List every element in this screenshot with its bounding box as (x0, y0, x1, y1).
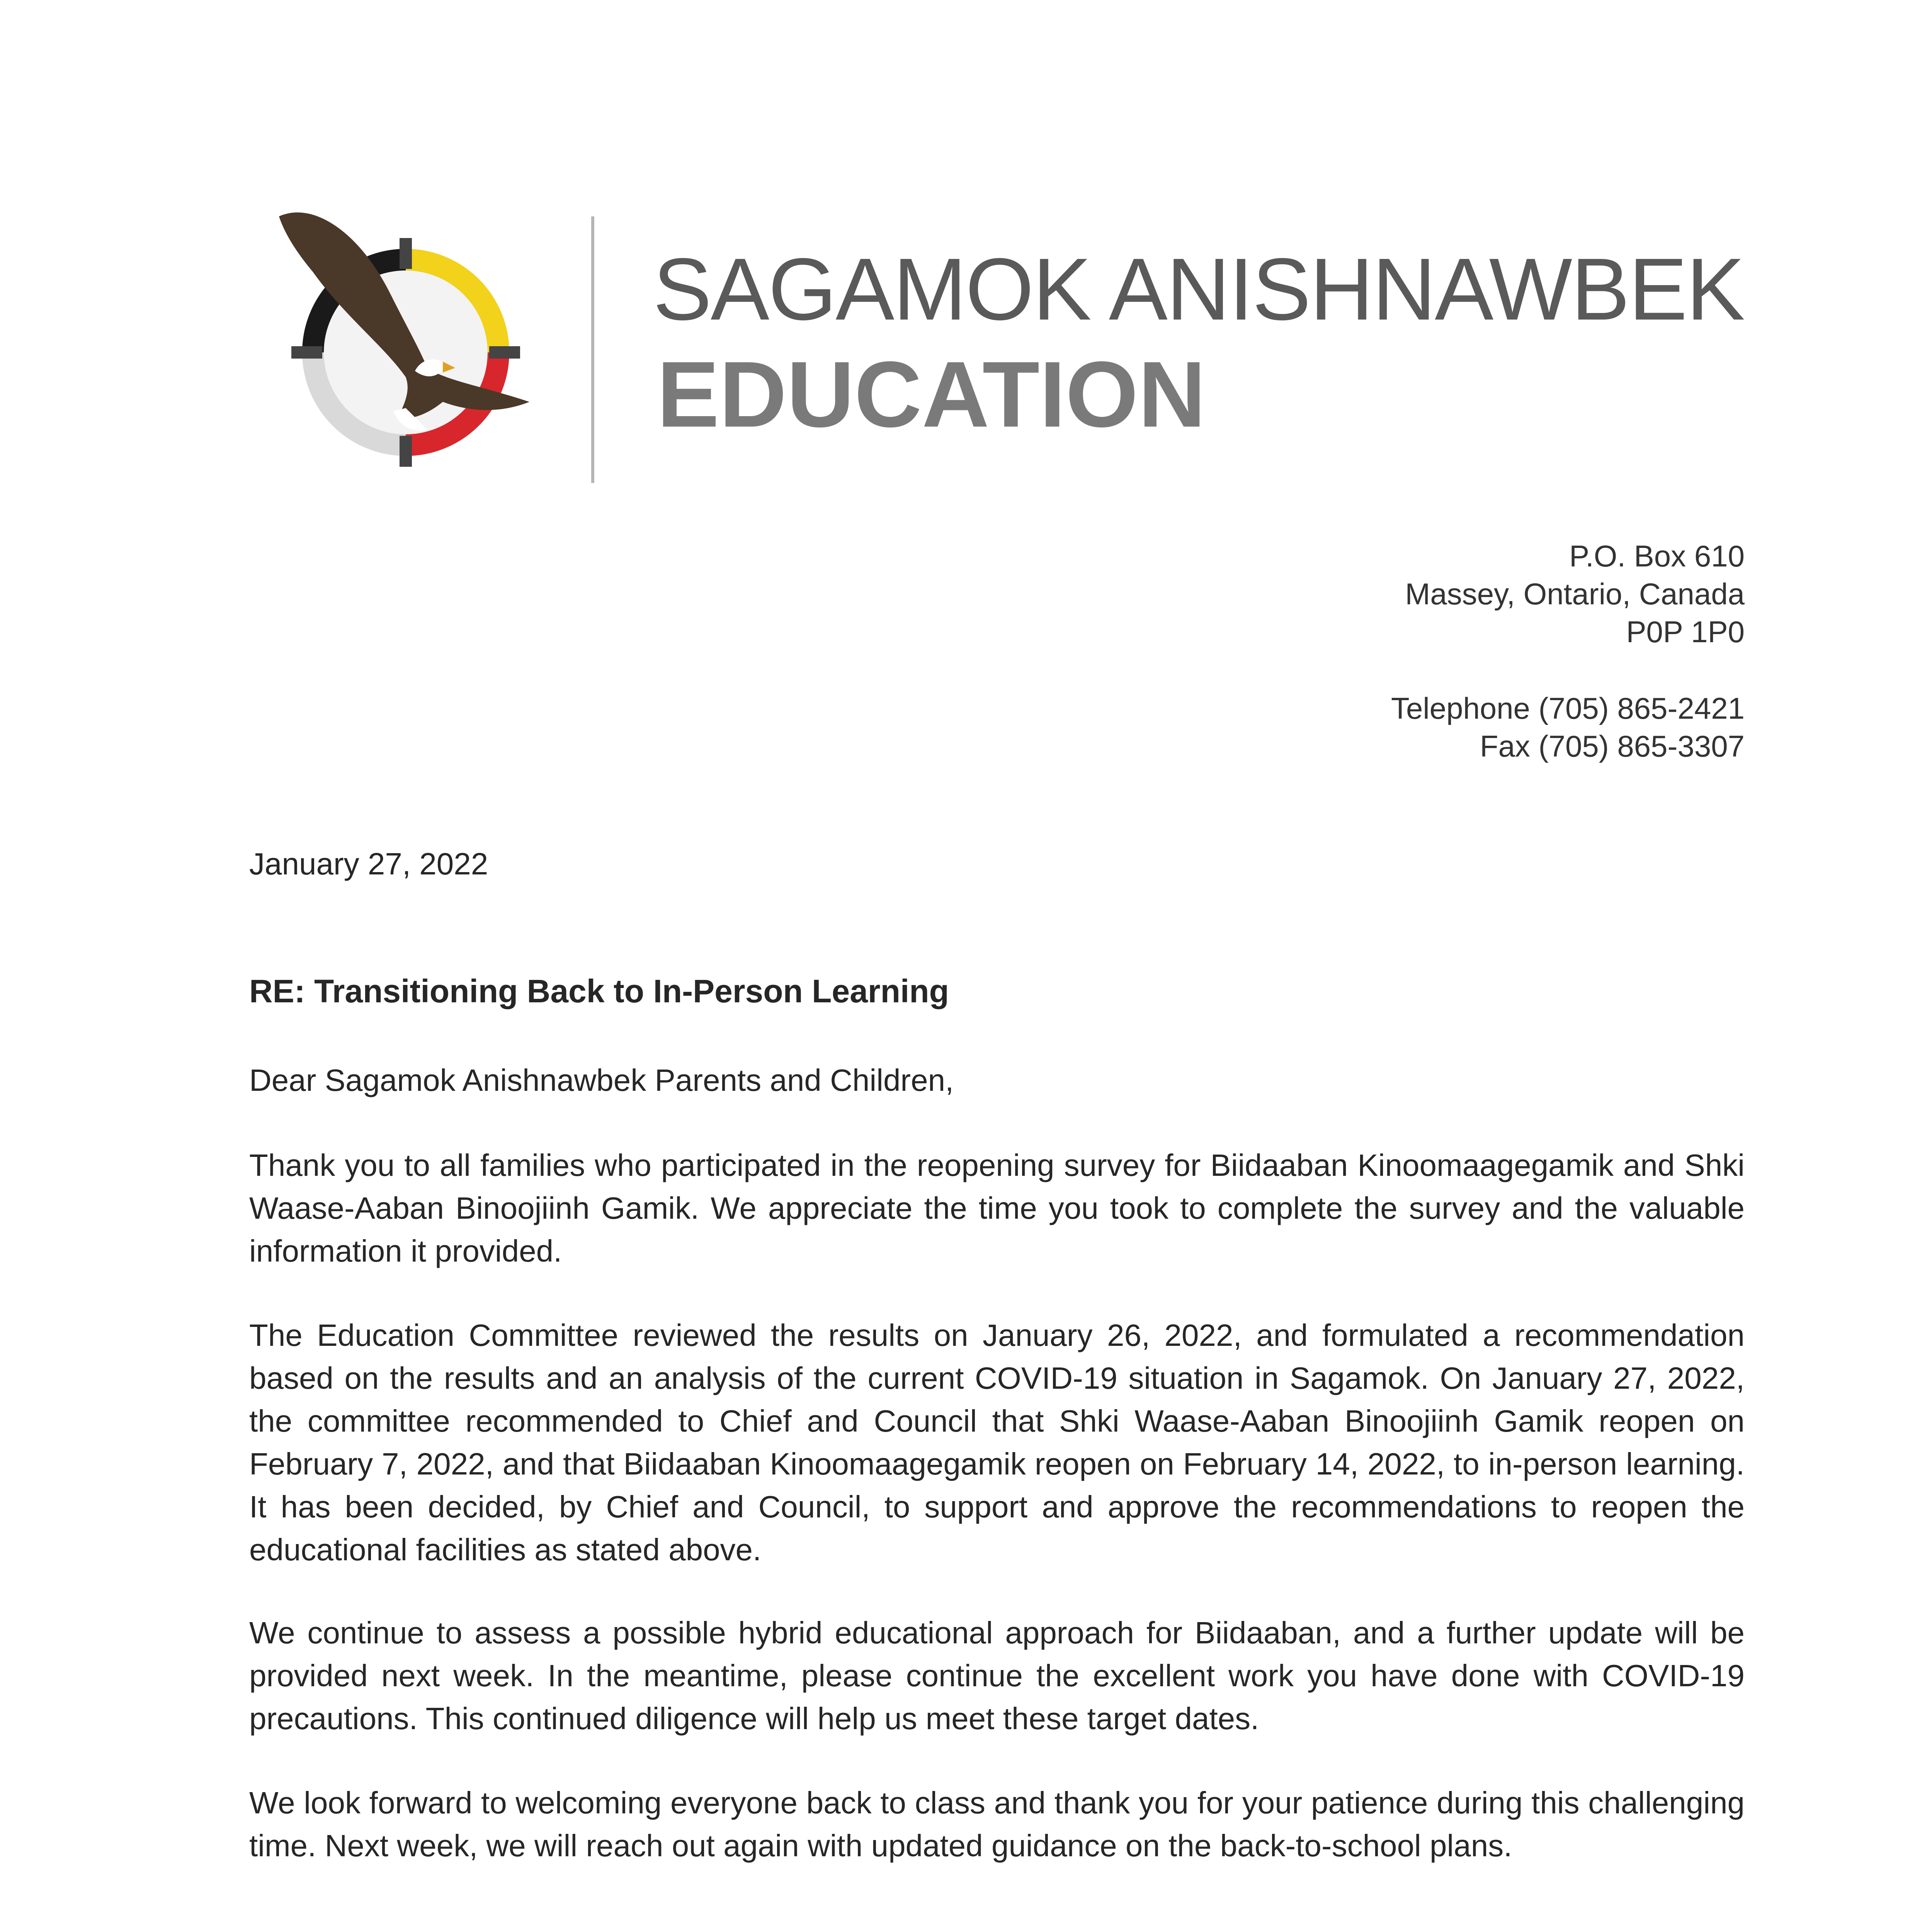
eagle-medicine-wheel-icon (251, 185, 560, 495)
paragraph: We look forward to welcoming everyone back to class and thank you for your patience during this challenging time. Next week, we will reach out again with updated guidance on the back-to-school plans. (249, 1786, 1745, 1863)
subject-line: RE: Transitioning Back to In-Person Learning (249, 973, 949, 1009)
city-line: Massey, Ontario, Canada (1405, 577, 1745, 611)
fax: Fax (705) 865-3307 (1480, 729, 1745, 763)
address-block (1204, 537, 1745, 765)
telephone: Telephone (705) 865-2421 (1391, 691, 1745, 725)
po-box: P.O. Box 610 (1569, 539, 1745, 573)
paragraph: We continue to assess a possible hybrid educational approach for Biidaaban, and a further update will be provided next week. In the meantime, please continue the excellent work you have done with COVID-19 precautions. This continued diligence will help us meet these target dates. (249, 1616, 1745, 1736)
paragraph: The Education Committee reviewed the results on January 26, 2022, and formulated a recommendation based on the results and an analysis of the current COVID-19 situation in Sagamok. On January 27, 2022, the committee recommended to Chief and Council that Shki Waase-Aaban Binoojiinh Gamik reopen on February 7, 2022, and that Biidaaban Kinoomaagegamik reopen on February 14, 2022, to in-person learning. It has been decided, by Chief and Council, to support and approve the recommendations to reopen the educational facilities as stated above. (249, 1318, 1745, 1567)
organization-name: SAGAMOK ANISHNAWBEK (653, 240, 1744, 338)
salutation: Dear Sagamok Anishnawbek Parents and Children, (249, 1063, 954, 1097)
postal-code: P0P 1P0 (1626, 615, 1745, 649)
paragraph: Thank you to all families who participated in the reopening survey for Biidaaban Kinoomaagegamik and Shki Waase-Aaban Binoojiinh Gamik. We appreciate the time you took to complete the survey and the valuable information it provided. (249, 1148, 1745, 1268)
letter-date: January 27, 2022 (249, 847, 488, 881)
header-divider (591, 216, 594, 483)
organization-subtitle: EDUCATION (657, 342, 1206, 447)
